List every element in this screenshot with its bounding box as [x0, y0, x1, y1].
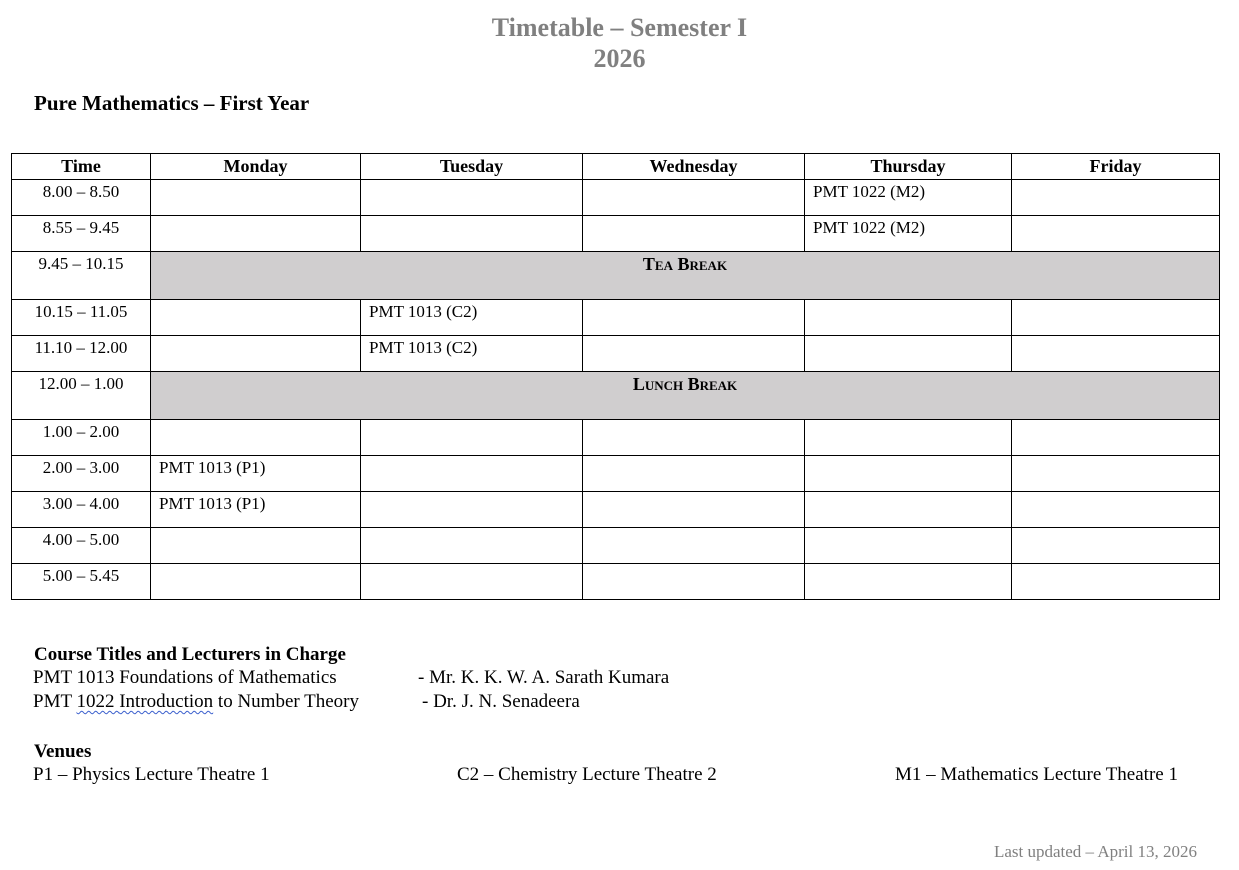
tea-break-cell: Tea Break	[151, 252, 1220, 300]
venue-p1: P1 – Physics Lecture Theatre 1	[33, 764, 270, 785]
slot-cell	[805, 300, 1012, 336]
table-row	[12, 528, 1220, 564]
course-title: Foundations of Mathematics	[119, 667, 337, 688]
timetable-header-row	[12, 154, 1220, 180]
table-row	[12, 456, 1220, 492]
course-code: PMT 1013	[33, 667, 115, 688]
slot-cell: PMT 1013 (C2)	[361, 336, 583, 372]
slot-cell	[805, 528, 1012, 564]
column-header: Time	[12, 154, 151, 180]
spellcheck-underline: 1022 Introduction	[76, 691, 214, 712]
slot-cell: PMT 1013 (P1)	[151, 492, 361, 528]
slot-cell	[151, 180, 361, 216]
time-cell: 8.00 – 8.50	[12, 180, 151, 216]
table-row	[12, 300, 1220, 336]
column-header: Wednesday	[583, 154, 805, 180]
slot-cell	[583, 456, 805, 492]
slot-cell	[583, 216, 805, 252]
slot-cell	[583, 336, 805, 372]
slot-cell	[583, 300, 805, 336]
slot-cell	[151, 528, 361, 564]
course-item-pmt1013	[33, 667, 337, 689]
slot-cell	[1012, 300, 1220, 336]
slot-cell	[583, 528, 805, 564]
time-cell: 1.00 – 2.00	[12, 420, 151, 456]
programme-subtitle: Pure Mathematics – First Year	[34, 91, 310, 115]
slot-cell	[805, 336, 1012, 372]
slot-cell	[805, 420, 1012, 456]
table-row	[12, 336, 1220, 372]
table-row	[12, 564, 1220, 600]
slot-cell	[361, 456, 583, 492]
slot-cell	[1012, 180, 1220, 216]
column-header: Thursday	[805, 154, 1012, 180]
table-row	[12, 180, 1220, 216]
lecturer-pmt1022: - Dr. J. N. Senadeera	[422, 691, 580, 712]
slot-cell	[583, 564, 805, 600]
slot-cell	[361, 420, 583, 456]
slot-cell: PMT 1022 (M2)	[805, 216, 1012, 252]
time-cell: 2.00 – 3.00	[12, 456, 151, 492]
slot-cell	[1012, 564, 1220, 600]
lecturer-pmt1013: - Mr. K. K. W. A. Sarath Kumara	[418, 667, 670, 688]
slot-cell	[583, 492, 805, 528]
page-title	[0, 12, 1239, 74]
slot-cell	[151, 216, 361, 252]
time-cell: 5.00 – 5.45	[12, 564, 151, 600]
table-row	[12, 216, 1220, 252]
slot-cell	[361, 528, 583, 564]
title-line-2: 2026	[593, 44, 646, 73]
slot-cell	[1012, 336, 1220, 372]
time-cell: 8.55 – 9.45	[12, 216, 151, 252]
time-cell: 11.10 – 12.00	[12, 336, 151, 372]
lunch-break-cell: Lunch Break	[151, 372, 1220, 420]
table-row	[12, 420, 1220, 456]
time-cell: 3.00 – 4.00	[12, 492, 151, 528]
slot-cell	[1012, 216, 1220, 252]
slot-cell	[1012, 420, 1220, 456]
slot-cell	[361, 180, 583, 216]
course-item-pmt1022: PMT 1022 Introduction to Number Theory	[33, 691, 359, 712]
slot-cell	[805, 456, 1012, 492]
course-title-part: Introduction	[119, 691, 214, 712]
time-cell: 9.45 – 10.15	[12, 252, 151, 300]
slot-cell	[805, 564, 1012, 600]
slot-cell	[151, 564, 361, 600]
slot-cell	[805, 492, 1012, 528]
slot-cell	[151, 300, 361, 336]
time-cell: 12.00 – 1.00	[12, 372, 151, 420]
break-row	[12, 252, 1220, 300]
courses-heading: Course Titles and Lecturers in Charge	[34, 644, 346, 665]
column-header: Tuesday	[361, 154, 583, 180]
title-line-1: Timetable – Semester I	[491, 13, 748, 42]
venue-m1: M1 – Mathematics Lecture Theatre 1	[895, 764, 1178, 785]
slot-cell	[1012, 528, 1220, 564]
slot-cell	[361, 216, 583, 252]
column-header: Monday	[151, 154, 361, 180]
time-cell: 10.15 – 11.05	[12, 300, 151, 336]
slot-cell	[583, 420, 805, 456]
slot-cell	[583, 180, 805, 216]
venues-heading: Venues	[34, 741, 92, 762]
timetable	[11, 153, 1220, 600]
table-row	[12, 492, 1220, 528]
slot-cell	[1012, 492, 1220, 528]
slot-cell	[361, 564, 583, 600]
course-title-rest: to Number Theory	[217, 691, 359, 712]
column-header: Friday	[1012, 154, 1220, 180]
venue-c2: C2 – Chemistry Lecture Theatre 2	[457, 764, 717, 785]
slot-cell: PMT 1013 (C2)	[361, 300, 583, 336]
slot-cell	[151, 420, 361, 456]
slot-cell	[1012, 456, 1220, 492]
slot-cell	[361, 492, 583, 528]
slot-cell	[151, 336, 361, 372]
break-row	[12, 372, 1220, 420]
last-updated: Last updated – April 13, 2026	[993, 842, 1197, 861]
slot-cell: PMT 1022 (M2)	[805, 180, 1012, 216]
slot-cell: PMT 1013 (P1)	[151, 456, 361, 492]
time-cell: 4.00 – 5.00	[12, 528, 151, 564]
